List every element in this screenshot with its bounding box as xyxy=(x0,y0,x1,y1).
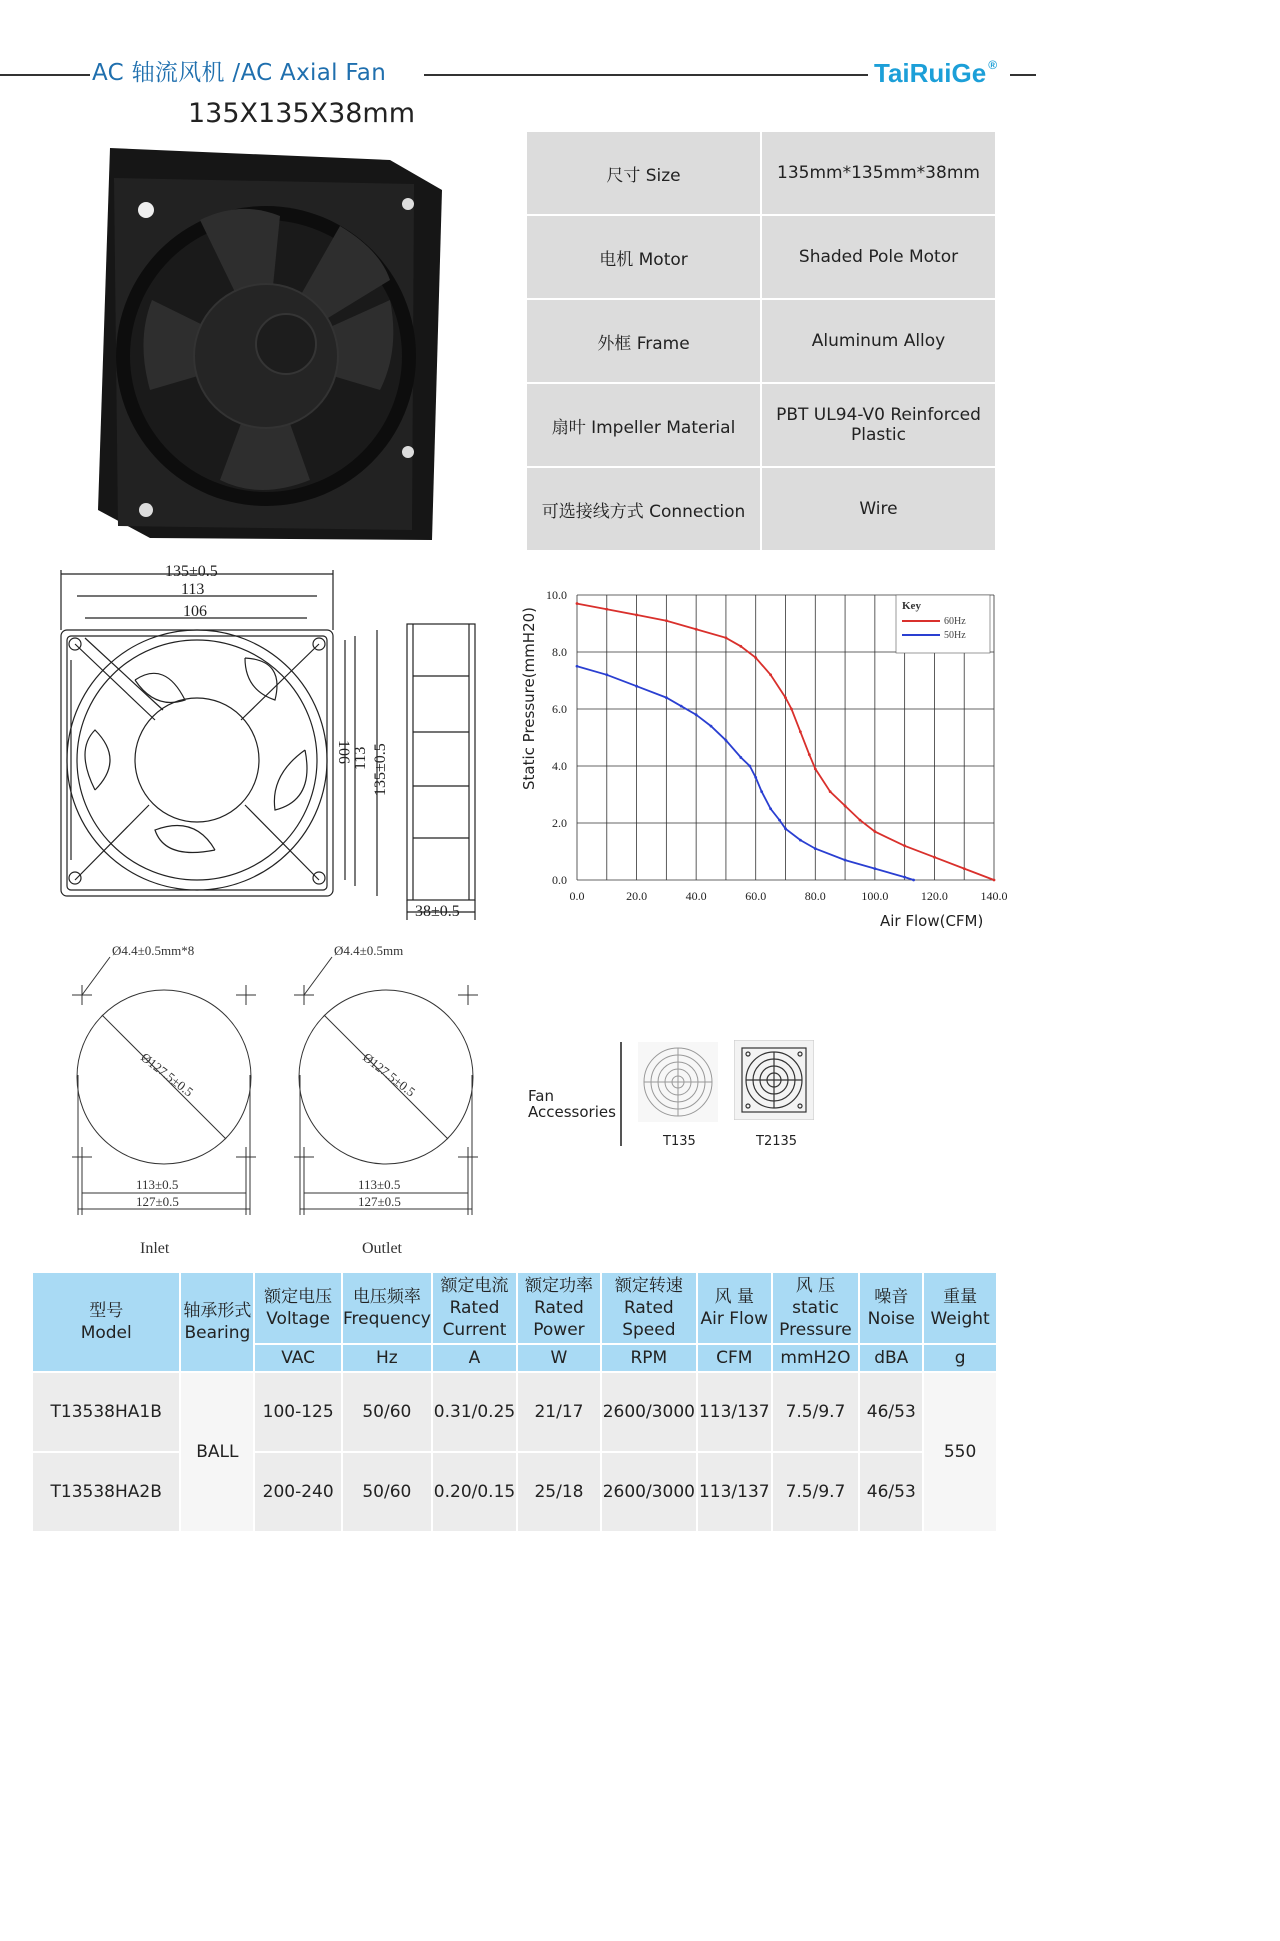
unit-cell: A xyxy=(433,1345,516,1371)
data-point xyxy=(754,776,757,779)
data-point xyxy=(635,614,638,617)
cell-voltage: 200-240 xyxy=(255,1453,341,1531)
cell-model: T13538HA1B xyxy=(33,1373,179,1451)
data-point xyxy=(710,725,713,728)
outlet-diameter: Ø127.5±0.5 xyxy=(360,1049,419,1100)
accessories-label-line1: Fan xyxy=(528,1087,554,1105)
unit-cell: mmH2O xyxy=(773,1345,859,1371)
spec-table xyxy=(525,130,997,552)
cell-noise: 46/53 xyxy=(860,1373,922,1451)
unit-cell: CFM xyxy=(698,1345,771,1371)
performance-table xyxy=(31,1271,998,1533)
data-point xyxy=(665,696,668,699)
header-airflow: 风 量 Air Flow xyxy=(698,1273,771,1343)
header-bearing: 轴承形式 Bearing xyxy=(181,1273,253,1371)
data-point xyxy=(748,765,751,768)
dim-overall-height: 135±0.5 xyxy=(372,743,389,796)
dim-depth: 38±0.5 xyxy=(415,903,460,920)
x-tick-label: 60.0 xyxy=(745,889,767,903)
chart-legend xyxy=(896,595,990,653)
data-point xyxy=(760,790,763,793)
data-point xyxy=(576,665,579,668)
data-point xyxy=(873,830,876,833)
cell-model: T13538HA2B xyxy=(33,1453,179,1531)
cell-airflow: 113/137 xyxy=(698,1453,771,1531)
outlet-mount-drawing xyxy=(284,935,504,1265)
header-power: 额定功率 Rated Power xyxy=(518,1273,599,1343)
header-pressure: 风 压 static Pressure xyxy=(773,1273,859,1343)
y-axis-label: Static Pressure(mmH20) xyxy=(520,606,538,790)
table-row xyxy=(33,1373,996,1451)
x-tick-label: 40.0 xyxy=(685,889,707,903)
table-row xyxy=(33,1453,996,1531)
spec-label: 电机 Motor xyxy=(527,216,760,298)
header-line-left xyxy=(0,74,90,76)
legend-label: 50Hz xyxy=(944,630,966,641)
data-point xyxy=(844,805,847,808)
data-point xyxy=(739,756,742,759)
x-tick-label: 140.0 xyxy=(980,889,1008,903)
spec-row xyxy=(527,216,995,298)
x-tick-label: 0.0 xyxy=(569,889,585,903)
round-fan-guard-icon xyxy=(638,1042,718,1122)
y-tick-label: 0.0 xyxy=(552,873,567,887)
spec-label: 外框 Frame xyxy=(527,300,760,382)
unit-cell: dBA xyxy=(860,1345,922,1371)
unit-cell: VAC xyxy=(255,1345,341,1371)
cell-pressure: 7.5/9.7 xyxy=(773,1373,859,1451)
header-line-right xyxy=(424,74,868,76)
table-header-row xyxy=(33,1273,996,1343)
x-axis-label: Air Flow(CFM) xyxy=(880,912,984,930)
unit-cell: W xyxy=(518,1345,599,1371)
data-point xyxy=(912,879,915,882)
outlet-hole-note: Ø4.4±0.5mm xyxy=(334,943,404,958)
header-voltage: 额定电压 Voltage xyxy=(255,1273,341,1343)
header-model: 型号 Model xyxy=(33,1273,179,1371)
data-point xyxy=(605,608,608,611)
y-tick-label: 10.0 xyxy=(546,588,567,602)
cell-current: 0.20/0.15 xyxy=(433,1453,516,1531)
dim-inner-width: 106 xyxy=(183,603,207,620)
data-point xyxy=(784,696,787,699)
x-tick-label: 100.0 xyxy=(861,889,889,903)
data-point xyxy=(680,705,683,708)
spec-label: 可选接线方式 Connection xyxy=(527,468,760,550)
header-frequency: 电压频率 Frequency xyxy=(343,1273,431,1343)
cell-pressure: 7.5/9.7 xyxy=(773,1453,859,1531)
spec-row xyxy=(527,384,995,466)
registered-mark: ® xyxy=(988,58,998,72)
data-point xyxy=(695,713,698,716)
data-point xyxy=(873,867,876,870)
spec-row xyxy=(527,300,995,382)
data-point xyxy=(814,767,817,770)
outlet-dim-113: 113±0.5 xyxy=(358,1177,401,1192)
inlet-dim-113: 113±0.5 xyxy=(136,1177,179,1192)
cell-current: 0.31/0.25 xyxy=(433,1373,516,1451)
data-point xyxy=(799,839,802,842)
cell-frequency: 50/60 xyxy=(343,1453,431,1531)
cell-power: 21/17 xyxy=(518,1373,599,1451)
data-point xyxy=(635,685,638,688)
cell-power: 25/18 xyxy=(518,1453,599,1531)
performance-chart xyxy=(510,575,1030,915)
legend-title: Key xyxy=(902,600,921,612)
dim-hole-spacing: 113 xyxy=(181,581,205,598)
inlet-mount-drawing xyxy=(62,935,282,1265)
data-point xyxy=(799,730,802,733)
data-point xyxy=(963,867,966,870)
dim-inner-height: 106 xyxy=(335,740,352,764)
accessories-label xyxy=(528,1088,616,1120)
outlet-dim-127: 127±0.5 xyxy=(358,1194,401,1209)
data-point xyxy=(993,879,996,882)
dim-overall-width: 135±0.5 xyxy=(165,563,218,580)
data-point xyxy=(769,673,772,676)
data-point xyxy=(739,645,742,648)
spec-value: Aluminum Alloy xyxy=(762,300,995,382)
data-point xyxy=(778,819,781,822)
inlet-diameter: Ø127.5±0.5 xyxy=(138,1049,197,1100)
header-line-far-right xyxy=(1010,74,1036,76)
y-tick-label: 8.0 xyxy=(552,645,567,659)
data-point xyxy=(814,847,817,850)
header-weight: 重量 Weight xyxy=(924,1273,996,1343)
spec-row xyxy=(527,132,995,214)
data-point xyxy=(790,708,793,711)
data-point xyxy=(784,827,787,830)
data-point xyxy=(725,739,728,742)
fan-dimensions: 135X135X38mm xyxy=(188,98,416,129)
inlet-label: Inlet xyxy=(140,1240,170,1257)
cell-voltage: 100-125 xyxy=(255,1373,341,1451)
cell-frequency: 50/60 xyxy=(343,1373,431,1451)
cell-noise: 46/53 xyxy=(860,1453,922,1531)
inlet-dim-127: 127±0.5 xyxy=(136,1194,179,1209)
unit-cell: g xyxy=(924,1345,996,1371)
data-point xyxy=(933,856,936,859)
x-tick-label: 80.0 xyxy=(804,889,826,903)
data-point xyxy=(754,656,757,659)
spec-value: 135mm*135mm*38mm xyxy=(762,132,995,214)
spec-row xyxy=(527,468,995,550)
header-noise: 噪音 Noise xyxy=(860,1273,922,1343)
spec-value: PBT UL94-V0 Reinforced Plastic xyxy=(762,384,995,466)
data-point xyxy=(903,844,906,847)
data-point xyxy=(829,790,832,793)
accessories-label-line2: Accessories xyxy=(528,1103,616,1121)
spec-value: Wire xyxy=(762,468,995,550)
data-point xyxy=(769,807,772,810)
x-tick-label: 120.0 xyxy=(920,889,948,903)
y-tick-label: 6.0 xyxy=(552,702,567,716)
brand-name: TaiRuiGe xyxy=(874,58,987,88)
cell-speed: 2600/3000 xyxy=(602,1453,696,1531)
data-point xyxy=(605,673,608,676)
accessory-name: T135 xyxy=(663,1134,696,1149)
inlet-hole-note: Ø4.4±0.5mm*8 xyxy=(112,943,195,958)
spec-label: 尺寸 Size xyxy=(527,132,760,214)
fan-photo xyxy=(90,130,450,550)
page-title: AC 轴流风机 /AC Axial Fan xyxy=(92,60,387,86)
header-speed: 额定转速 Rated Speed xyxy=(602,1273,696,1343)
x-tick-label: 20.0 xyxy=(626,889,648,903)
outlet-label: Outlet xyxy=(362,1240,402,1257)
cell-bearing: BALL xyxy=(181,1373,253,1531)
unit-cell: RPM xyxy=(602,1345,696,1371)
fan-technical-drawing xyxy=(55,560,495,925)
data-point xyxy=(808,753,811,756)
data-point xyxy=(844,859,847,862)
square-fan-guard-icon xyxy=(734,1040,814,1120)
series-line-50hz xyxy=(577,666,914,880)
spec-value: Shaded Pole Motor xyxy=(762,216,995,298)
data-point xyxy=(725,636,728,639)
unit-cell: Hz xyxy=(343,1345,431,1371)
accessories-divider xyxy=(620,1042,622,1146)
dim-hole-height: 113 xyxy=(352,746,369,770)
cell-speed: 2600/3000 xyxy=(602,1373,696,1451)
data-point xyxy=(665,619,668,622)
data-point xyxy=(576,602,579,605)
legend-label: 60Hz xyxy=(944,616,966,627)
cell-airflow: 113/137 xyxy=(698,1373,771,1451)
data-point xyxy=(903,876,906,879)
y-tick-label: 2.0 xyxy=(552,816,567,830)
spec-label: 扇叶 Impeller Material xyxy=(527,384,760,466)
y-tick-label: 4.0 xyxy=(552,759,567,773)
accessory-name: T2135 xyxy=(756,1134,798,1149)
header-current: 额定电流 Rated Current xyxy=(433,1273,516,1343)
cell-weight: 550 xyxy=(924,1373,996,1531)
brand-logo xyxy=(874,58,997,89)
data-point xyxy=(695,628,698,631)
data-point xyxy=(859,819,862,822)
